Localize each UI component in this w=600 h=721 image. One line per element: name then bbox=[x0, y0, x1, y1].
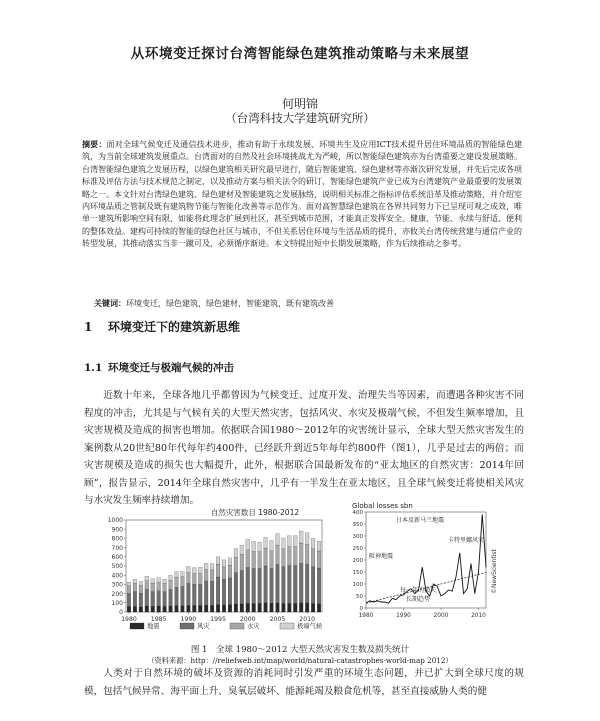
y-tick-label: 400 bbox=[352, 510, 363, 516]
bar-segment bbox=[258, 542, 262, 552]
annotation-label: 卡特里娜风灾 bbox=[448, 537, 485, 544]
bar-segment bbox=[293, 566, 297, 604]
keywords bbox=[94, 298, 524, 309]
bar-segment bbox=[287, 547, 291, 566]
bar-segment bbox=[276, 534, 280, 546]
bar-segment bbox=[163, 579, 167, 583]
author-name: 何明锦 bbox=[281, 97, 318, 111]
section-title: 环境变迁与极端气候的冲击 bbox=[108, 362, 234, 374]
bar-segment bbox=[240, 545, 244, 554]
bar-segment bbox=[305, 545, 309, 565]
x-tick-label: 1990 bbox=[180, 616, 197, 623]
bar-segment bbox=[145, 606, 149, 612]
bar-segment bbox=[210, 605, 214, 612]
bar-segment bbox=[240, 571, 244, 604]
bar-segment bbox=[252, 541, 256, 551]
bar-segment bbox=[270, 541, 274, 551]
figure-source: （资料来源：http：//reliefweb.int/map/world/natural-catastrophes-world-map 2012） bbox=[147, 656, 453, 665]
y-tick-label: 200 bbox=[352, 558, 363, 564]
x-tick-label: 2005 bbox=[269, 616, 286, 623]
bar-segment bbox=[276, 545, 280, 564]
bar-segment bbox=[270, 603, 274, 612]
bar-segment bbox=[317, 551, 321, 568]
bar-segment bbox=[187, 566, 191, 572]
x-tick-label: 1980 bbox=[358, 613, 374, 619]
y-tick-label: 1000 bbox=[107, 517, 123, 525]
disaster-count-chart bbox=[100, 506, 332, 634]
bar-segment bbox=[287, 536, 291, 547]
bar-segment bbox=[317, 568, 321, 604]
abstract-label: 摘要： bbox=[82, 139, 107, 149]
bar-segment bbox=[264, 566, 268, 603]
bar-segment bbox=[187, 583, 191, 605]
bar-segment bbox=[169, 589, 173, 606]
bar-segment bbox=[151, 583, 155, 591]
y-tick-label: 100 bbox=[352, 582, 363, 588]
annotation-label: 阪神地震 bbox=[369, 553, 394, 560]
bar-segment bbox=[252, 604, 256, 612]
y-tick-label: 150 bbox=[352, 570, 363, 576]
bar-segment bbox=[175, 587, 179, 605]
abstract bbox=[82, 138, 522, 251]
bar-segment bbox=[270, 551, 274, 568]
legend-label: 风灾 bbox=[197, 623, 210, 630]
keywords-label: 关键词： bbox=[94, 298, 126, 308]
x-tick-label: 1995 bbox=[210, 616, 226, 623]
bar-segment bbox=[181, 606, 185, 612]
paragraph-2: 人类对于自然环境的破坏及资源的消耗同时引发严重的环境生态问题，并已扩大到全球尺度的规模，包括气候异常、海平面上升、臭氧层破坏、能源耗竭及粮食危机等，甚至直接威胁人类的健 bbox=[84, 668, 524, 697]
bar-segment bbox=[276, 564, 280, 603]
bar-segment bbox=[133, 583, 137, 591]
bar-segment bbox=[181, 586, 185, 605]
bar-segment bbox=[169, 575, 173, 580]
bar-segment bbox=[133, 592, 137, 607]
bar-segment bbox=[216, 577, 220, 605]
bar-segment bbox=[287, 566, 291, 604]
bar-segment bbox=[151, 579, 155, 583]
figure-caption: 图 1 全球 1980～2012 大型天然灾害发生数及损失统计 bbox=[190, 645, 410, 655]
bar-segment bbox=[163, 583, 167, 591]
bar-segment bbox=[287, 603, 291, 612]
bar-segment bbox=[317, 541, 321, 551]
bar-segment bbox=[127, 586, 131, 594]
bar-segment bbox=[157, 606, 161, 612]
x-tick-label: 1990 bbox=[396, 613, 411, 619]
bar-segment bbox=[246, 567, 250, 603]
bar-segment bbox=[192, 605, 196, 612]
bar-segment bbox=[282, 604, 286, 612]
keywords-text: 环境变迁，绿色建筑，绿色建材，智能建筑，既有建筑改善 bbox=[126, 299, 334, 308]
legend-label: 地震 bbox=[147, 623, 160, 630]
bar-segment bbox=[145, 589, 149, 606]
paragraph-1: 近数十年来，全球各地几乎都曾因为气候变迁、过度开发、治理失当等因素，而遭遇各种灾害不同程度的冲击，尤其是与气候有关的大型天然灾害，包括风灾、水灾及极端气候，不但发生频率增加，且灾害规模及造成的损害也增加。依据联合国1980～2012年的灾害统计显示，全球大型天然灾害发生的案例数从20世纪80年代每年约400件，已经跃升到近5年每年约800件（图1），几乎是过去的两倍；而灾害规模及造成的损失也大幅提升，此外，根据联合国最新发布的“亚太地区的自然灾害：2014年回顾”，报告显示，2014年全球自然灾害中，几乎有一半发生在亚太地区，且全球气候变迁将使相关风灾与水灾发生频率持续增加。 bbox=[84, 390, 524, 506]
bar-segment bbox=[210, 564, 214, 570]
bar-segment bbox=[210, 581, 214, 605]
y-tick-label: 700 bbox=[111, 544, 123, 552]
bar-segment bbox=[252, 569, 256, 604]
section-title: 环境变迁下的建筑新思维 bbox=[108, 320, 241, 334]
bar-segment bbox=[228, 565, 232, 578]
bar-segment bbox=[157, 591, 161, 606]
bar-segment bbox=[151, 592, 155, 607]
x-tick-label: 1985 bbox=[150, 616, 167, 623]
bar-segment bbox=[175, 577, 179, 587]
bar-segment bbox=[234, 604, 238, 612]
bar-segment bbox=[127, 606, 131, 612]
bar-segment bbox=[299, 543, 303, 563]
bar-segment bbox=[317, 604, 321, 612]
bar-segment bbox=[198, 567, 202, 573]
bar-segment bbox=[192, 568, 196, 574]
y-tick-label: 0 bbox=[359, 606, 363, 612]
section-number: 1 bbox=[84, 320, 93, 334]
bar-segment bbox=[139, 581, 143, 585]
bar-segment bbox=[240, 555, 244, 571]
annotation-label: 长期趋势 bbox=[406, 596, 431, 603]
x-tick-label: 2010 bbox=[471, 613, 486, 619]
bar-segment bbox=[127, 594, 131, 607]
bar-segment bbox=[222, 579, 226, 605]
legend-swatch bbox=[280, 623, 294, 629]
bar-segment bbox=[293, 603, 297, 612]
bar-segment bbox=[234, 557, 238, 572]
bar-segment bbox=[175, 572, 179, 578]
abstract-text: 面对全球气候变迁及通信技术进步，推动有助于永续发展、环境共生及应用ICT技术提升居住环境品质的智能绿色建筑，为当前全球建筑发展重点。台湾面对的自然及社会环境挑战尤为严峻，所以智能绿色建筑亦为台湾重要之建设发展策略。台湾智能绿色建筑之发展历程，以绿色建筑相关研究最早进行，随后智能建筑、绿色建材等亦渐次研究发展，并先后完成各项标准及评估方法与技术规范之制定，以及推动方案与相关法令的研订，智能绿色建筑产业已成为台湾建筑产业最重要的发展策略之一。本文针对台湾绿色建筑、绿色建材及智能建筑之发展脉络，说明相关标准之指标评估系统沿革及推动策略，并介绍室内环境品质之管制及既有建筑物节能与智能化改善等示范作为。面对高智慧绿色建筑在各界共同努力下已呈现可观之成效，唯单一建筑所影响空间有限，如能将此理念扩展到社区，甚至到城市范围，才能真正发挥安全、健康、节能、永续与舒适、便利的整体效益。建构可持续的智能的绿色社区与城市，不但关系居住环境与生活品质的提升，亦攸关台湾传统营建与通信产业的转型发展，其推动落实当非一蹴可及，必须循序渐进。本文特提出短中长期发展策略，作为后续推动之参考。 bbox=[82, 140, 522, 249]
bar-segment bbox=[293, 547, 297, 566]
bar-segment bbox=[192, 584, 196, 605]
x-tick-label: 2000 bbox=[239, 616, 256, 623]
bar-segment bbox=[157, 582, 161, 590]
y-tick-label: 100 bbox=[111, 600, 123, 607]
bar-segment bbox=[187, 572, 191, 583]
copyright-label: ©NewScientist bbox=[491, 549, 498, 594]
y-tick-label: 800 bbox=[111, 535, 123, 543]
global-losses-chart bbox=[348, 499, 508, 627]
bar-segment bbox=[187, 605, 191, 612]
bar-segment bbox=[246, 539, 250, 550]
y-tick-label: 300 bbox=[111, 581, 123, 589]
bar-segment bbox=[222, 605, 226, 612]
bar-segment bbox=[157, 578, 161, 583]
line-chart-title: Global losses sbn bbox=[352, 502, 413, 510]
bar-segment bbox=[305, 564, 309, 603]
bar-segment bbox=[299, 531, 303, 543]
bar-segment bbox=[264, 603, 268, 612]
y-tick-label: 0 bbox=[119, 609, 123, 617]
bar-segment bbox=[192, 574, 196, 585]
bar-segment bbox=[311, 538, 315, 548]
y-tick-label: 300 bbox=[352, 534, 363, 540]
bar-segment bbox=[246, 603, 250, 612]
bar-segment bbox=[127, 582, 131, 586]
bar-segment bbox=[169, 606, 173, 612]
y-tick-label: 50 bbox=[356, 594, 363, 600]
annotation-label: 日本及新马兰地震 bbox=[396, 517, 445, 524]
paper-title: 从环境变迁探讨台湾智能绿色建筑推动策略与未来展望 bbox=[130, 46, 470, 62]
y-tick-label: 400 bbox=[111, 572, 123, 580]
bar-segment bbox=[139, 586, 143, 594]
bar-segment bbox=[258, 552, 262, 569]
legend-swatch bbox=[230, 623, 244, 629]
bar-segment bbox=[181, 577, 185, 587]
bar-segment bbox=[216, 557, 220, 564]
bar-segment bbox=[222, 567, 226, 579]
x-tick-label: 2010 bbox=[299, 616, 316, 623]
bar-chart-title: 自然灾害数目 1980-2012 bbox=[210, 508, 300, 517]
bar-segment bbox=[204, 570, 208, 582]
bar-segment bbox=[175, 606, 179, 612]
bar-segment bbox=[210, 570, 214, 582]
bar-segment bbox=[282, 538, 286, 549]
bar-segment bbox=[133, 606, 137, 612]
bar-segment bbox=[139, 593, 143, 607]
bar-segment bbox=[258, 603, 262, 612]
bar-segment bbox=[264, 537, 268, 548]
y-tick-label: 600 bbox=[111, 554, 123, 561]
bar-segment bbox=[258, 568, 262, 603]
bar-segment bbox=[198, 573, 202, 584]
bar-segment bbox=[282, 567, 286, 604]
bar-segment bbox=[264, 548, 268, 566]
x-tick-label: 2000 bbox=[433, 613, 449, 619]
bar-segment bbox=[145, 581, 149, 590]
bar-segment bbox=[145, 576, 149, 581]
y-tick-label: 350 bbox=[352, 522, 363, 528]
bar-segment bbox=[240, 604, 244, 612]
bar-segment bbox=[181, 571, 185, 576]
annotation-label: 每一年的损失 bbox=[400, 587, 437, 594]
bar-segment bbox=[228, 578, 232, 605]
y-tick-label: 500 bbox=[111, 563, 123, 571]
bar-segment bbox=[139, 607, 143, 612]
y-tick-label: 250 bbox=[352, 546, 363, 552]
section-number: 1.1 bbox=[84, 362, 103, 374]
bar-segment bbox=[234, 549, 238, 558]
bar-segment bbox=[282, 549, 286, 567]
bar-segment bbox=[299, 603, 303, 612]
bar-segment bbox=[305, 533, 309, 545]
bar-segment bbox=[311, 604, 315, 612]
bar-segment bbox=[299, 563, 303, 603]
bar-segment bbox=[169, 580, 173, 589]
bar-segment bbox=[270, 568, 274, 603]
y-tick-label: 900 bbox=[111, 526, 123, 534]
bar-segment bbox=[305, 603, 309, 612]
bar-segment bbox=[311, 567, 315, 604]
bar-segment bbox=[198, 584, 202, 605]
x-tick-label: 1980 bbox=[121, 616, 137, 623]
bar-segment bbox=[151, 606, 155, 612]
bar-segment bbox=[204, 563, 208, 569]
bar-segment bbox=[246, 550, 250, 567]
bar-segment bbox=[216, 605, 220, 612]
bar-segment bbox=[163, 592, 167, 607]
y-tick-label: 200 bbox=[111, 590, 123, 598]
section-1-heading bbox=[84, 318, 240, 335]
bar-segment bbox=[252, 552, 256, 569]
bar-segment bbox=[311, 549, 315, 567]
bar-segment bbox=[133, 579, 137, 583]
bar-segment bbox=[204, 605, 208, 612]
legend-swatch bbox=[130, 623, 144, 629]
bar-segment bbox=[293, 536, 297, 547]
bar-segment bbox=[222, 560, 226, 567]
bar-segment bbox=[228, 558, 232, 565]
bar-segment bbox=[276, 603, 280, 612]
legend-label: 极端气候 bbox=[297, 623, 323, 630]
bar-segment bbox=[198, 605, 202, 612]
bar-segment bbox=[228, 605, 232, 612]
section-1-1-heading bbox=[84, 360, 234, 375]
bar-segment bbox=[163, 606, 167, 612]
bar-segment bbox=[204, 581, 208, 605]
legend-label: 水灾 bbox=[247, 623, 260, 630]
bar-segment bbox=[216, 564, 220, 577]
author-affiliation: （台湾科技大学建筑研究所） bbox=[225, 111, 375, 125]
legend-swatch bbox=[180, 623, 194, 629]
bar-segment bbox=[234, 573, 238, 604]
